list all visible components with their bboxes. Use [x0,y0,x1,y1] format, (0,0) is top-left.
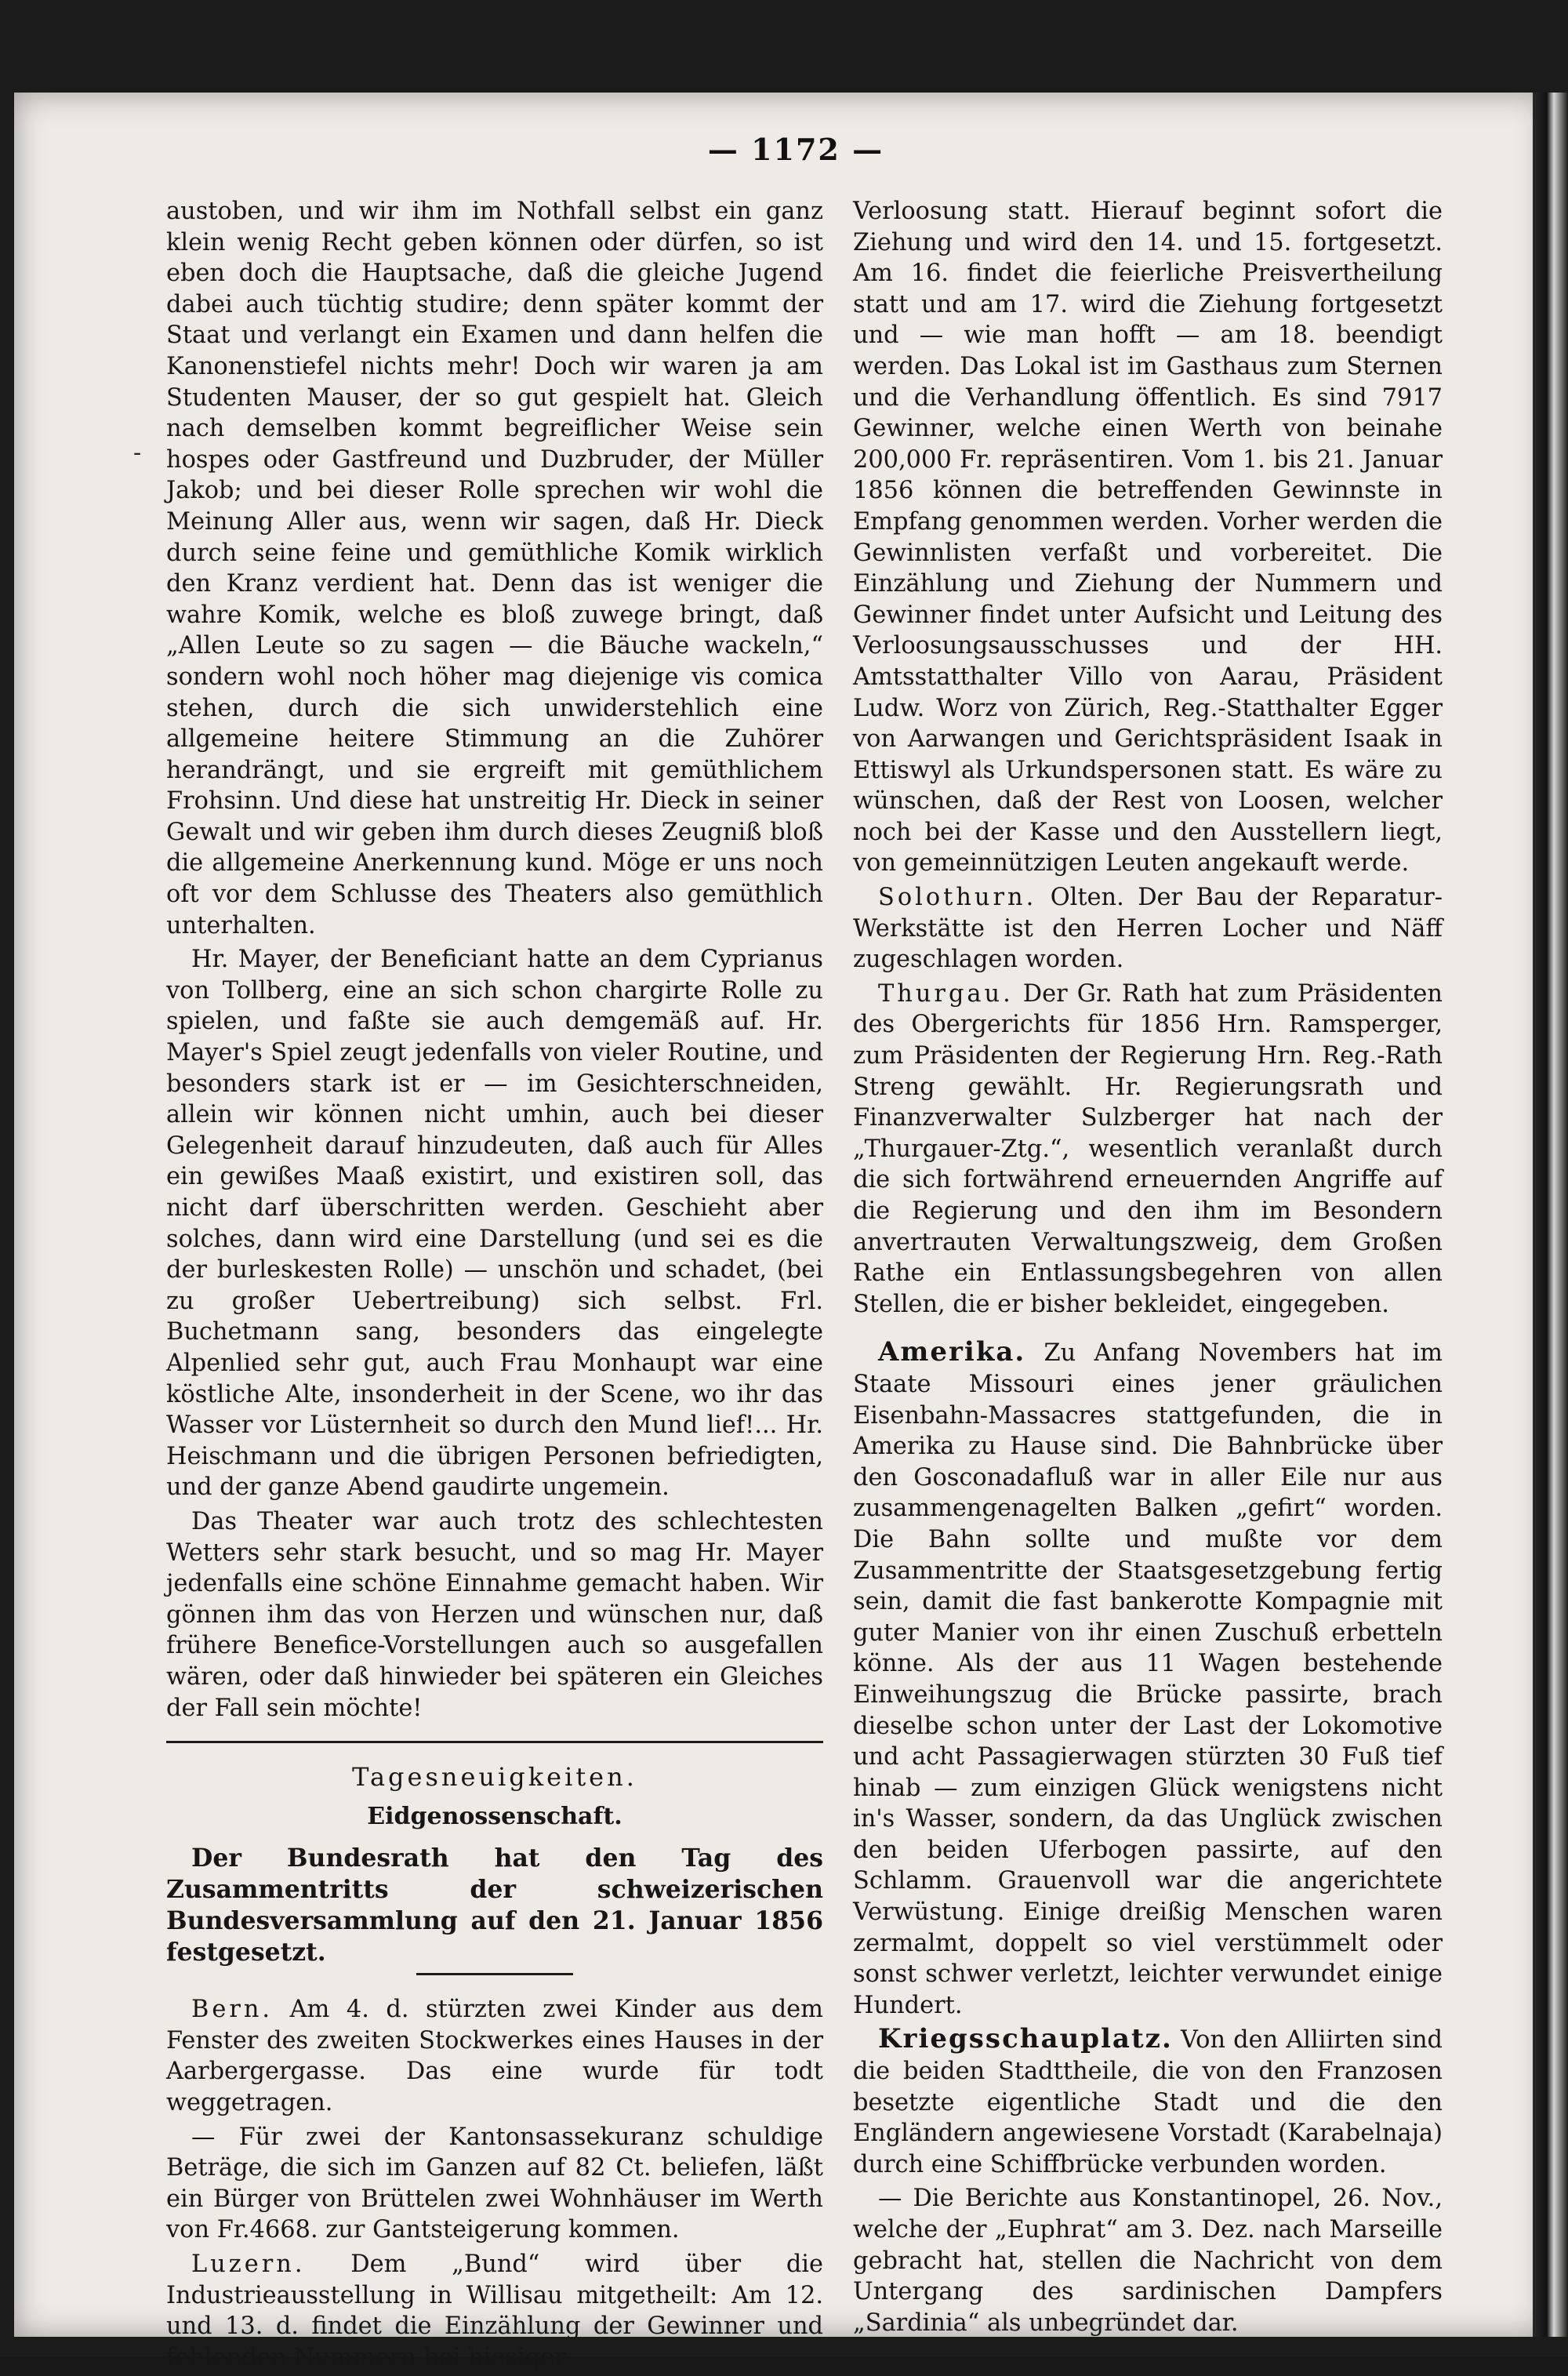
luzern-text: Dem „Bund“ wird über die Industrieausstellung in Willisau mitgetheilt: Am 12. und 13. d. findet die Einzählung der Gewinner und fehlenden Nummern bei hiesiger [166,2251,824,2371]
thurgau-label: Thurgau. [878,979,1014,1008]
solothurn-label: Solothurn. [878,884,1037,912]
theater-review-paragraph-2: Hr. Mayer, der Beneficiant hatte an dem Cyprianus von Tollberg, eine an sich schon chargirte Rolle zu spielen, und faßte sie auch demgemäß auf. Hr. Mayer's Spiel zeugt jedenfalls von vieler Routine, und besonders stark ist er — im Gesichterschneiden, allein wir können nicht umhin, auch bei dieser Gelegenheit darauf hinzudeuten, daß auch für Alles ein gewißes Maaß existirt, und existiren soll, das nicht darf überschritten werden. Geschieht aber solches, dann wird eine Darstellung (und sei es die der burleskesten Rolle) — unschön und schadet, (bei zu großer Uebertreibung) sich selbst. Frl. Buchetmann sang, besonders das eingelegte Alpenlied sehr gut, auch Frau Monhaupt war eine köstliche Alte, insonderheit in der Scene, wo ihr das Wasser vor Lüsternheit so durch den Mund lief!... Hr. Heischmann und die übrigen Personen befriedigten, und der ganze Abend gaudirte ungemein. [166,946,823,1502]
thurgau-text: Der Gr. Rath hat zum Präsidenten des Obergerichts für 1856 Hrn. Ramsperger, zum Präsidenten der Regierung Hrn. Reg.-Rath Streng gewählt. Hr. Regierungsrath und Finanzverwalter Sulzberger hat nach der „Thurgauer-Ztg.“, wesentlich veranlaßt durch die sich fortwährend erneuernden Angriffe auf die Regierung und den ihm im Besondern anvertrauten Verwaltungszweig, dem Großen Rathe ein Entlassungsbegehren von allen Stellen, die er bisher bekleidet, eingegeben. [853,979,1443,1318]
luzern-item [166,2249,823,2373]
bern-text: Am 4. d. stürzten zwei Kinder aus dem Fenster des zweiten Stockwerkes eines Hauses in der Aarbergergasse. Das eine wurde für todt weggetragen. [166,1996,823,2117]
bern-item [166,1994,823,2118]
right-column [853,196,1443,2341]
left-column [166,196,823,2376]
luzern-label: Luzern. [191,2251,306,2279]
kriegsschauplatz-text: Von den Alliirten sind die beiden Stadttheile, die von den Franzosen besetzte eigentliche Stadt und die den Engländern angewiesene Vorstadt (Karabelnaja) durch eine Schiffbrücke verbunden worden. [853,2026,1443,2178]
notice-divider [416,1973,573,1975]
amerika-item [853,1337,1443,2021]
section-divider [166,1741,823,1743]
amerika-text: Zu Anfang Novembers hat im Staate Missouri eines jener gräulichen Eisenbahn-Massacres stattgefunden, die in Amerika zu Hause sind. Die Bahnbrücke über den Gosconadafluß war in aller Eile nur aus zusammengenagelten Balken „gefirt“ worden. Die Bahn sollte und mußte vor dem Zusammentritte der Staatsgesetzgebung fertig sein, damit die fast bankerotte Kompagnie mit guter Manier von ihr einen Zuschuß erbetteln könne. Als der aus 11 Wagen bestehende Einweihungszug die Brücke passirte, brach dieselbe schon unter der Last der Lokomotive und acht Passagierwagen stürzten 30 Fuß tief hinab — zum einzigen Glück wenigstens nicht in's Wasser, sondern, da das Unglück zwischen den beiden Uferbogen passirte, auf den Schlamm. Grauenvoll war die angerichtete Verwüstung. Einige dreißig Menschen waren zermalmt, doppelt so viel verstümmelt oder sonst schwer verletzt, leichter verwundet einige Hundert. [853,1339,1443,2019]
thurgau-item [853,979,1443,1321]
section-title: Tagesneuigkeiten. [352,1762,637,1793]
theater-review-paragraph-1: austoben, und wir ihm im Nothfall selbst ein ganz klein wenig Recht geben können oder dürfen, so ist eben doch die Hauptsache, daß die gleiche Jugend dabei auch tüchtig studire; denn später kommt der Staat und verlangt ein Examen und dann helfen die Kanonenstiefel nichts mehr! Doch wir waren ja am Studenten Mauser, der so gut gespielt hat. Gleich nach demselben kommt begreiflicher Weise sein hospes oder Gastfreund und Duzbruder, der Müller Jakob; und bei dieser Rolle sprechen wir wohl die Meinung Aller aus, wenn wir sagen, daß Hr. Dieck durch seine feine und gemüthliche Komik wirklich den Kranz verdient hat. Denn das ist weniger die wahre Komik, welche es bloß zuwege bringt, daß „Allen Leute so zu sagen — die Bäuche wackeln,“ sondern wohl noch höher mag diejenige vis comica stehen, durch die sich unwiderstehlich eine allgemeine heitere Stimmung an die Zuhörer herandrängt, und sie ergreift mit gemüthlichem Frohsinn. Und diese hat unstreitig Hr. Dieck in seiner Gewalt und wir geben ihm durch dieses Zeugniß bloß die allgemeine Anerkennung kund. Möge er uns noch oft vor dem Schlusse des Theaters also gemüthlich unterhalten. [166,198,823,939]
solothurn-text: Olten. Der Bau der Reparatur-Werkstätte ist den Herren Locher und Näff zugeschlagen worden. [853,884,1443,974]
kriegsschauplatz-label: Kriegsschauplatz. [878,2023,1173,2055]
luzern-continued: Verloosung statt. Hierauf beginnt sofort die Ziehung und wird den 14. und 15. fortgesetzt. Am 16. findet die feierliche Preisvertheilung statt und am 17. wird die Ziehung fortgesetzt und — wie man hofft — am 18. beendigt werden. Das Lokal ist im Gasthaus zum Sternen und die Verhandlung öffentlich. Es sind 7917 Gewinner, welche einen Werth von beinahe 200,000 Fr. repräsentiren. Vom 1. bis 21. Januar 1856 können die betreffenden Gewinnste in Empfang genommen werden. Vorher werden die Gewinnlisten verfaßt und vorbereitet. Die Einzählung und Ziehung der Nummern und Gewinner findet unter Aufsicht und Leitung des Verloosungsausschusses und der HH. Amtsstatthalter Villo von Aarau, Präsident Ludw. Worz von Zürich, Reg.-Statthalter Egger von Aarwangen und Gerichtspräsident Isaak in Ettiswyl als Urkundspersonen statt. Es wäre zu wünschen, daß der Rest von Loosen, welcher noch bei der Kasse und den Ausstellern liegt, von gemeinnützigen Leuten angekauft werde. [853,198,1443,877]
page-edge-shadow [1533,93,1568,2337]
theater-review-paragraph-3: Das Theater war auch trotz des schlechtesten Wetters sehr stark besucht, und so mag Hr. Mayer jedenfalls eine schöne Einnahme gemacht haben. Wir gönnen ihm das von Herzen und wünschen nur, daß frühere Benefice-Vorstellungen auch so ausgefallen wären, oder daß hinwieder bei späteren ein Gleiches der Fall sein möchte! [166,1507,823,1722]
kriegsschauplatz-item-2: — Die Berichte aus Konstantinopel, 26. Nov., welche der „Euphrat“ am 3. Dez. nach Marseille gebracht hat, stellen die Nachricht von dem Untergang des sardinischen Dampfers „Sardinia“ als unbegründet dar. [853,2185,1443,2337]
page-number: — 1172 — [707,132,884,167]
bern-item-2: — Für zwei der Kantonsassekuranz schuldige Beträge, die sich im Ganzen auf 82 Ct. beliefen, läßt ein Bürger von Brüttelen zwei Wohnhäuser im Werth von Fr.4668. zur Gantsteigerung kommen. [166,2123,823,2244]
solothurn-item [853,882,1443,975]
amerika-label: Amerika. [878,1336,1026,1368]
margin-mark: - [133,439,142,467]
kriegsschauplatz-item [853,2024,1443,2180]
federal-notice: Der Bundesrath hat den Tag des Zusammentritts der schweizerischen Bundesversammlung auf den 21. Januar 1856 festgesetzt. [166,1844,823,1967]
bern-label: Bern. [191,1996,274,2024]
subsection-title: Eidgenossenschaft. [367,1802,622,1830]
